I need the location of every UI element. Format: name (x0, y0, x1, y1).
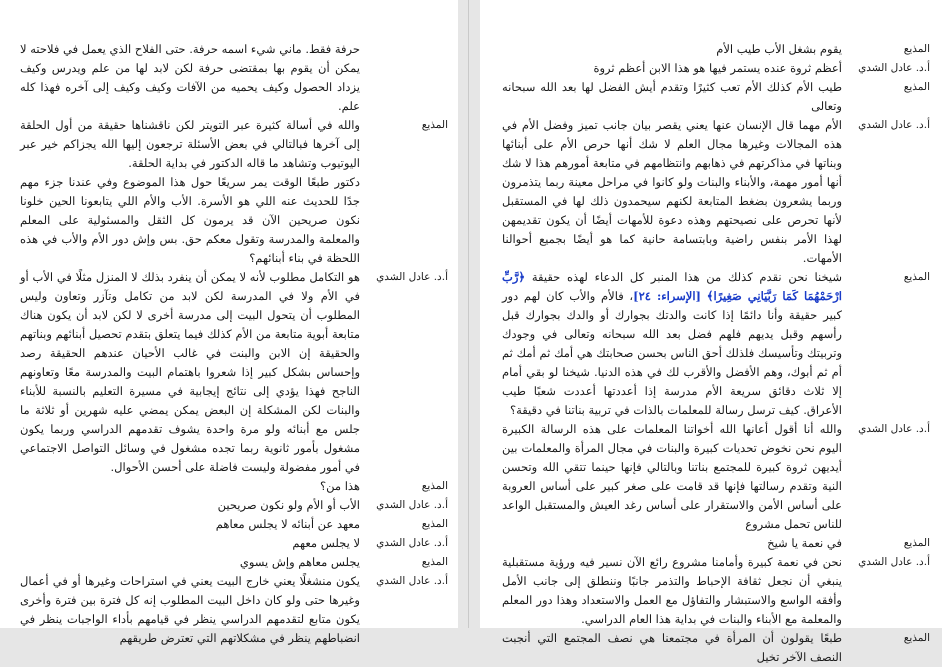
transcript-text: والله أنا أقول أعانها الله أخواتنا المعلمات على هذه الرسالة الكبيرة اليوم نحن نخوض تحديات كبيرة والبنات في مجال المرأة والمعلمات بين أيديهن ثروة كبيرة للمجتمع بناتنا وبالتالي فإنها حينما تتقي الله وتحسن النية وتقدم رسالتها فإنها قد قامت على صغر كبير على أساس العروبة على أساس الأمن والاستقرار على أساس رغد العيش والمستقبل الواعد للناس تحمل مشروع (502, 422, 842, 531)
left-page (0, 0, 458, 645)
speaker-label: المذيع (421, 119, 448, 131)
page-gutter (458, 0, 480, 628)
quran-verse: ﴿رَّبِّ ارْحَمْهُمَا كَمَا رَبَّيَانِي صَغِيرًا﴾ (502, 270, 842, 303)
right-page (480, 0, 942, 664)
transcript-text: يكون منشغلًا يعني خارج البيت يعني في استراحات وغيرها أو في أعمال وغيرها حتى ولو كان داخل البيت المطلوب إنه كل فترة بين فترة وأخرى يكون متابع لتقدمهم الدراسي ينظر في قيامهم بأداء الواجبات ينظر في انضباطهم ينظر في مشكلاتهم التي تعترض طريقهم (20, 574, 360, 645)
transcript-text: طيب الأم كذلك الأم تعب كثيرًا وتقدم أيش الفضل لها بعد الله سبحانه وتعالى (502, 80, 842, 113)
speaker-label: المذيع (903, 537, 930, 549)
speaker-label: المذيع (903, 43, 930, 55)
speaker-label: أ.د. عادل الشدي (858, 62, 930, 74)
transcript-text: الأب أو الأم ولو نكون صريحين (217, 498, 360, 512)
transcript-text: في نعمة يا شيخ (767, 536, 842, 550)
speaker-label: المذيع (903, 271, 930, 283)
speaker-label: أ.د. عادل الشدي (858, 423, 930, 435)
verse-reference: [الإسراء: ٢٤] (633, 289, 701, 303)
speaker-label: المذيع (903, 632, 930, 644)
speaker-label: أ.د. عادل الشدي (376, 271, 448, 283)
transcript-text: هو التكامل مطلوب لأنه لا يمكن أن ينفرد بذلك لا المنزل مثلًا في الأب أو في الأم ولا في المدرسة لكن لابد من تكامل وتآزر وتعاون وليس المطلوب أن يتحول البيت إلى مدرسة أخرى لا لكن لابد أن يكون هناك متابعة أبوية متابعة من الأم كذلك فيما يتعلق بتقدم تحصيل أبنائهم وبناتهم والحقيقة إن الابن والبنت في غالب الأحيان عندهم الحقيقة رصد وإحساس بشكل كبير إذا شعروا باهتمام البيت والمدرسة معًا وتعاونهم الناجح فهذا يؤدي إلى نتائج إيجابية في مسيرة التعليم بالنسبة للأبناء والبنات لكن المشكلة إن البعض يمكن يمضي عليه شهرين أو ثلاثة ما جلس مع أبنائه ولو مرة واحدة يشوف تقدمهم الدراسي وربما يكون مشغول بأمور ثانوية ربما تجده مشغول في وسائل التواصل الاجتماعي في أمور مفضولة وليست فاضلة على أحسن الأحوال. (20, 270, 360, 474)
transcript-text: يجلس معاهم وإش يسوي (239, 555, 360, 569)
speaker-label: المذيع (421, 518, 448, 530)
speaker-label: أ.د. عادل الشدي (858, 119, 930, 131)
transcript-text: طبعًا يقولون أن المرأة في مجتمعنا هي نصف المجتمع التي أنجبت النصف الآخر تخيل (502, 631, 842, 664)
transcript-text: لا يجلس معهم (292, 536, 360, 550)
transcript-text: والله في أسالة كثيرة عبر التويتر لكن ناقشناها حقيقة من أول الحلقة إلى آخرها فبالتالي في بعض الأسئلة ترجعون إليها الله يجزاكم خير عبر اليوتيوب وتشاهد ما قاله الدكتور في بداية الحلقة. دكتور طبعًا الوقت يمر سريعًا حول هذا الموضوع وفي عندنا جزء مهم جدًا للحديث عنه اللي هو الأسرة. الأب والأم اللي يتابعونا الحين خلونا نكون صريحين الآن قد يرمون كل الثقل والمسئولية على المعلم والمعلمة والمدرسة وتقول معكم حق. بس وإش دور الأم والأب في هذه اللحظة في بناء أبنائهم؟ (20, 118, 360, 265)
transcript-text: حرفة فقط. ماني شيء اسمه حرفة. حتى الفلاح الذي يعمل في فلاحته لا يمكن أن يقوم بها بمقتضى حرفة لكن لابد لها من علم ويدرس وكيف يزداد الحصول وكيف يحميه من الآفات وكيف وكيف إلى آخره فهذا كله علم. (20, 42, 360, 113)
transcript-text: نحن في نعمة كبيرة وأمامنا مشروع رائع الآن نسير فيه ورؤية مستقبلية ينبغي أن نجعل ثقافة الإحباط والتذمر جانبًا وننطلق إلى جانب الأمل وأفقه الواسع والاستبشار والتفاؤل مع العمل والاستعداد وهذا دور المعلم والمعلمة مع الأبناء والبنات في بداية هذا العام الدراسي. (502, 555, 842, 626)
speaker-label (370, 40, 448, 116)
speaker-label: المذيع (903, 81, 930, 93)
transcript-text: أعظم ثروة عنده يستمر فيها هو هذا الابن أعظم ثروة (593, 61, 842, 75)
speaker-label: أ.د. عادل الشدي (376, 537, 448, 549)
left-transcript (20, 40, 448, 648)
transcript-text (502, 268, 842, 420)
speaker-label: المذيع (421, 556, 448, 568)
transcript-text: الأم مهما قال الإنسان عنها يعني يقصر بيان جانب تميز وفضل الأم في هذه المجالات وغيرها مجال العلم لا شك أنها حرص الأم على أبنائها وبناتها في مذاكرتهم في ذهابهم وانتظامهم في متابعة أمورهم هذا لا شك أنها أمور مهمة، والأبناء والبنات ولو كانوا في مراحل معينة ربما يتذمرون وربما يشعرون بضغط المتابعة لكنهم سيحمدون ذلك لها في المستقبل لأنها تحرص على نصيحتهم وهذه دعوة للأمهات أيضًا أن يكون تقديمهن لهذا الأمر بنفس راضية وبابتسامة حانية كما هو أيضًا بجميع أحوالنا الأمهات. (502, 118, 842, 265)
page-divider (468, 0, 469, 628)
text-after: ، فالأم والأب كان لهم دور كبير حقيقة وأنا دائمًا إذا كانت والدتك بجوارك أو والدك بجوارك قبل رأسهم وقبل يديهم فلهم فضل بعد الله سبحانه وتعالى في وجودك وتربيتك وتأسيسك فلذلك أحق الناس بحسن صحابتك هي أمك ثم أمك ثم أم ثم أبوك، وهم الأفضل والأقرب لك في هذه الدنيا. شيخنا لو بقي أمام إلا ثلاث دقائق سريعة الأم مدرسة إذا أعددتها أعددت شعبًا طيب الأعراق. كيف ترسل رسالة للمعلمات بالذات في تربية بناتنا في دقيقة؟ (502, 289, 842, 417)
transcript-text: يقوم بشغل الأب طيب الأم (716, 42, 842, 56)
speaker-label: أ.د. عادل الشدي (858, 556, 930, 568)
text-before: شيخنا نحن نقدم كذلك من هذا المنبر كل الدعاء لهذه حقيقة (531, 270, 842, 284)
speaker-label: المذيع (421, 480, 448, 492)
transcript-text: معهد عن أبنائه لا يجلس معاهم (215, 517, 360, 531)
speaker-label: أ.د. عادل الشدي (376, 575, 448, 587)
transcript-text: هذا من؟ (320, 479, 360, 493)
speaker-label: أ.د. عادل الشدي (376, 499, 448, 511)
right-transcript (502, 40, 930, 667)
